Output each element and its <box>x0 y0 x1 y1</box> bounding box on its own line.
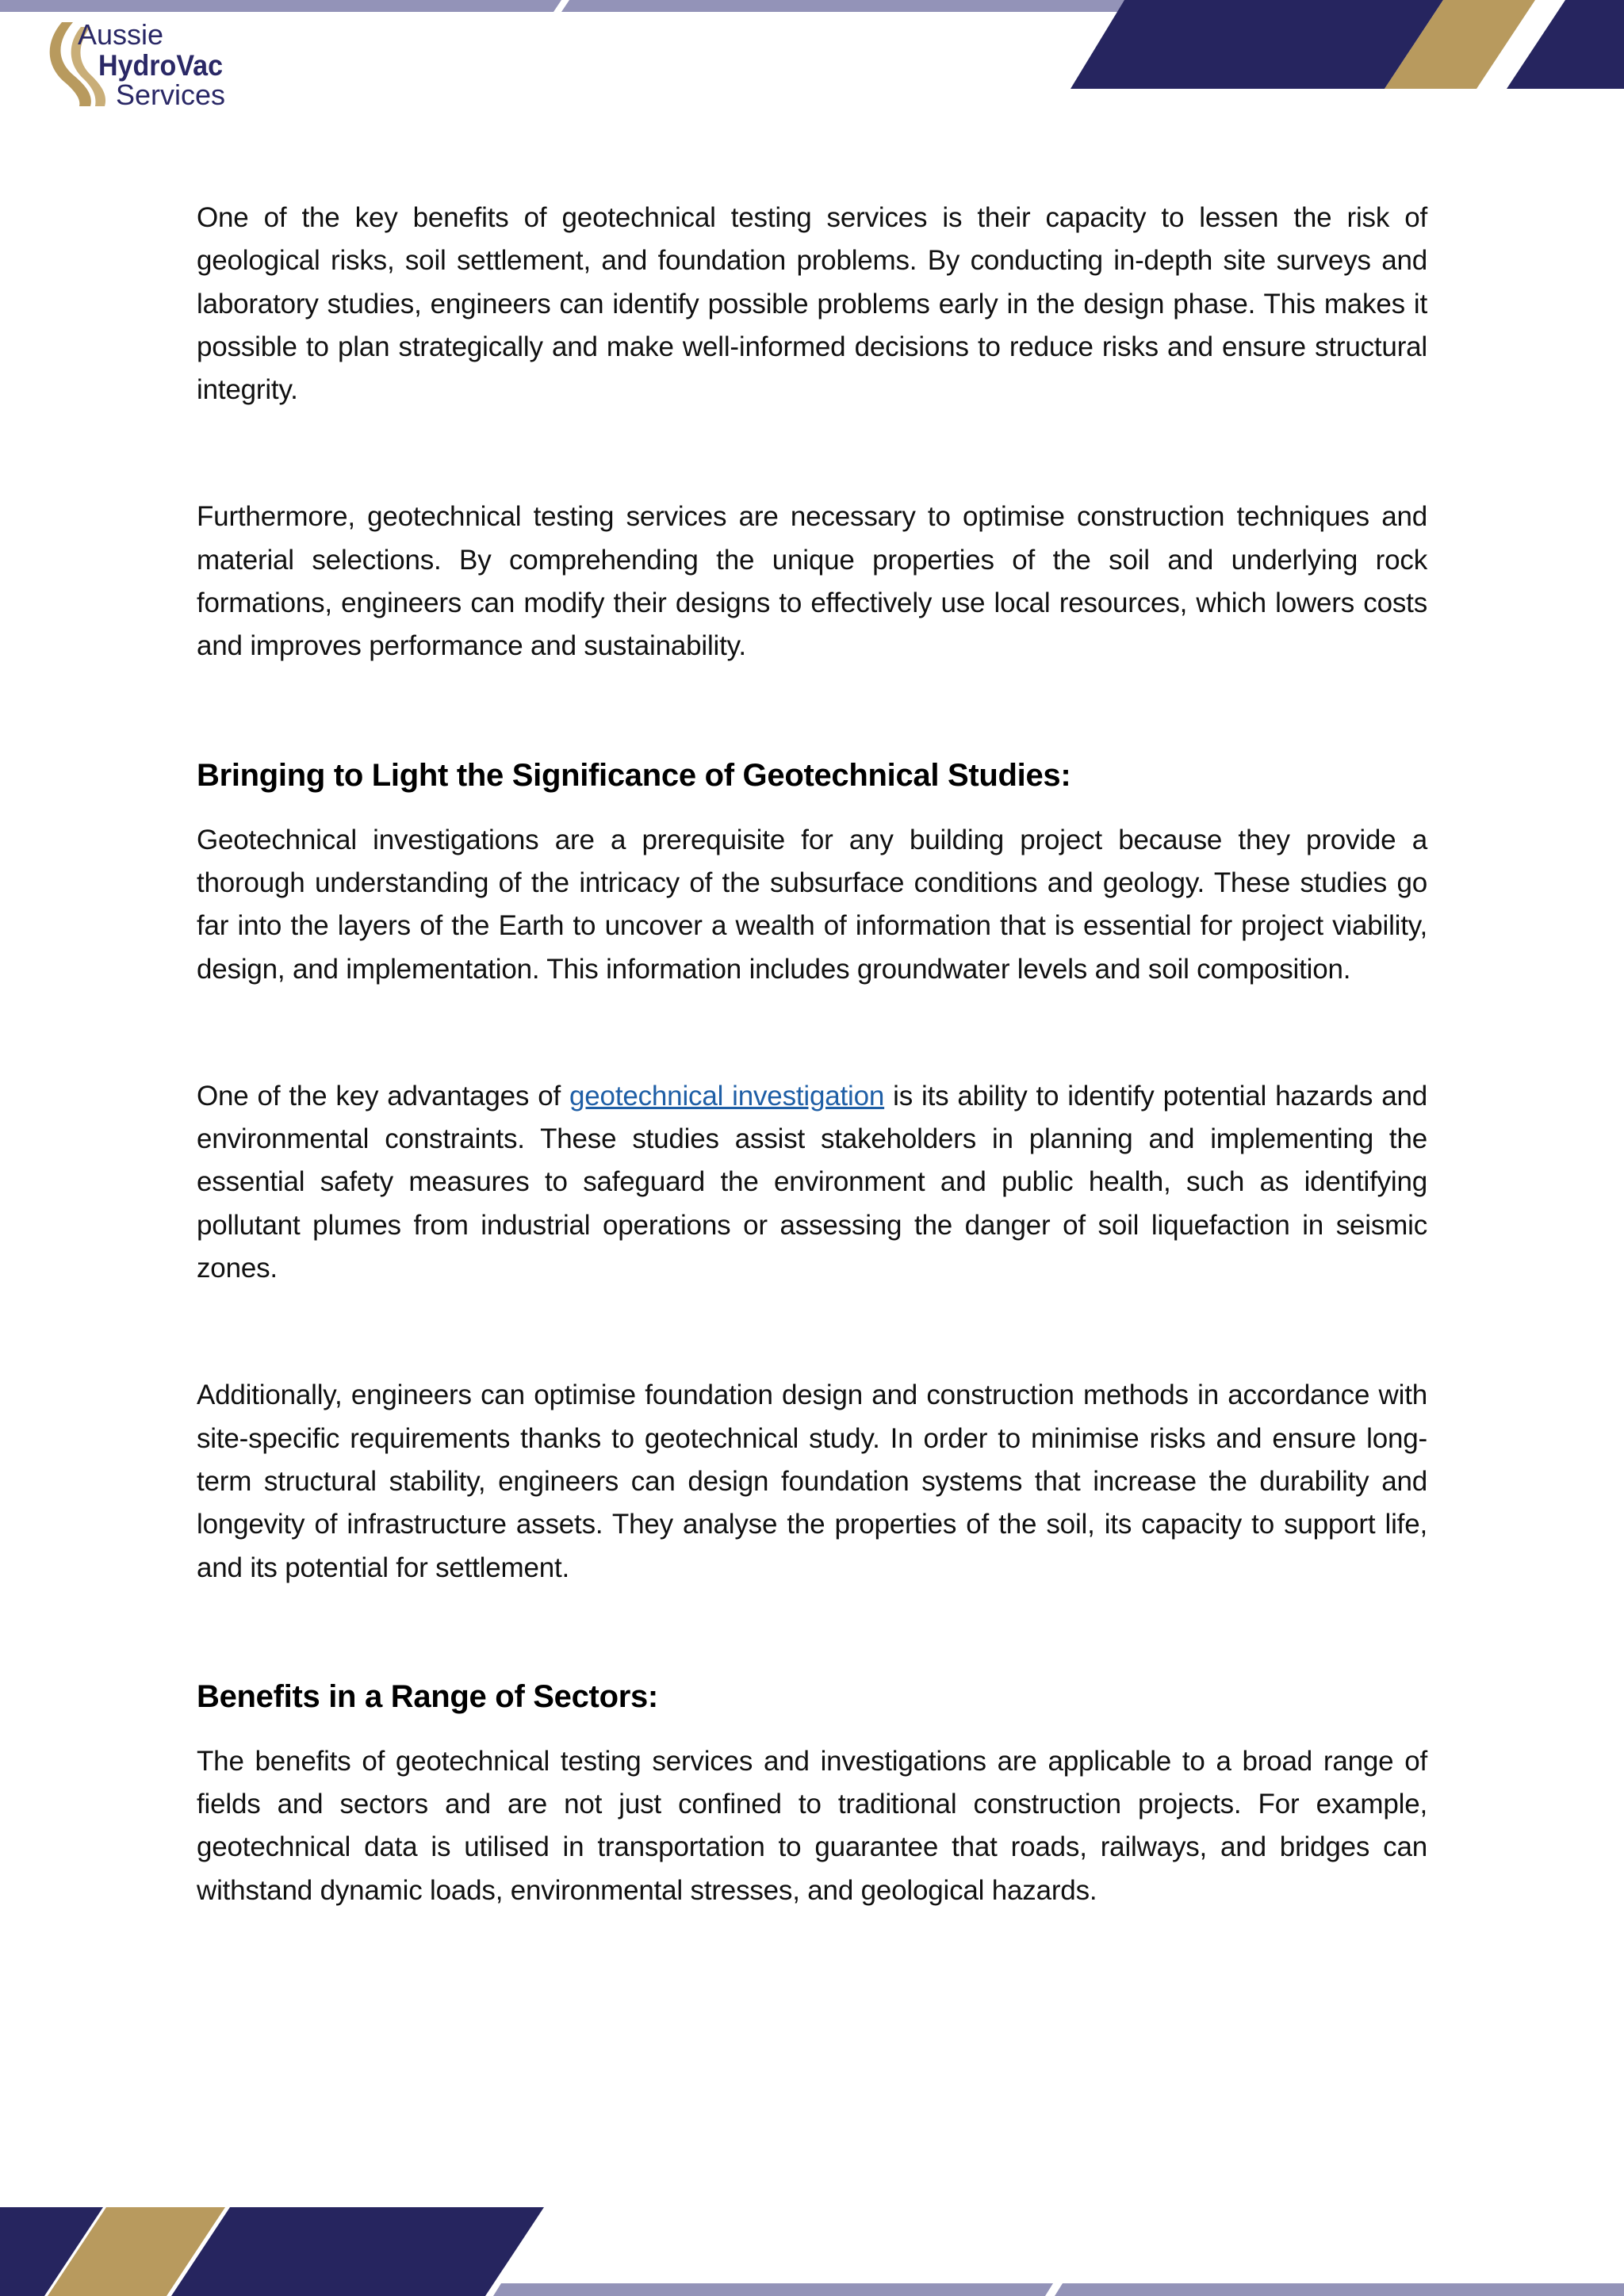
logo-text-line2: HydroVac <box>98 49 224 82</box>
header-stripe-right <box>561 0 1126 12</box>
paragraph-text-after-link: is its ability to identify potential hazards and environmental constraints. These studies assist stakeholders in planning and implementing the essential safety measures to safeguard the environment and public health, such as identifying pollutant plumes from industrial operations or assessing the danger of soil liquefaction in seismic zones. <box>197 1080 1428 1284</box>
article-body <box>197 197 1427 1912</box>
logo-text-line1: Aussie <box>78 18 164 51</box>
paragraph-optimise-construction: Furthermore, geotechnical testing services are necessary to optimise construction techniques and material selections. By comprehending the unique properties of the soil and underlying rock formations, engineers can modify their designs to effectively use local resources, which lowers costs and improves performance and sustainability. <box>197 501 1427 662</box>
footer-stripe-right <box>1055 2283 1624 2296</box>
header-navy-block <box>1071 0 1443 89</box>
header-decoration <box>0 0 1624 95</box>
header-stripe-left <box>0 0 561 12</box>
heading-benefits-sectors: Benefits in a Range of Sectors: <box>197 1678 658 1714</box>
footer-decoration <box>0 2201 1624 2296</box>
footer-navy-block <box>171 2207 544 2296</box>
logo-text-line3: Services <box>116 78 226 111</box>
paragraph-key-advantages <box>197 1075 1427 1290</box>
paragraph-broad-range: The benefits of geotechnical testing services and investigations are applicable to a broad range of fields and sectors and are not just confined to traditional construction projects. For example, geotechnical data is utilised in transportation to guarantee that roads, railways, and bridges can withstand dynamic loads, environmental stresses, and geological hazards. <box>197 1745 1427 1906</box>
paragraph-risk-reduction: One of the key benefits of geotechnical testing services is their capacity to lessen the risk of geological risks, soil settlement, and foundation problems. By conducting in-depth site surveys and laboratory studies, engineers can identify possible problems early in the design phase. This makes it possible to plan strategically and make well-informed decisions to reduce risks and ensure structural integrity. <box>197 202 1427 406</box>
paragraph-foundation-design: Additionally, engineers can optimise foundation design and construction methods in accordance with site-specific requirements thanks to geotechnical study. In order to minimise risks and ensure long-term structural stability, engineers can design foundation systems that increase the durability and longevity of infrastructure assets. They analyse the properties of the soil, its capacity to support life, and its potential for settlement. <box>197 1380 1427 1583</box>
company-logo <box>38 18 236 111</box>
geotechnical-investigation-link[interactable]: geotechnical investigation <box>569 1080 885 1112</box>
heading-significance: Bringing to Light the Significance of Geotechnical Studies: <box>197 757 1071 793</box>
paragraph-text-before-link: One of the key advantages of <box>197 1080 570 1112</box>
paragraph-investigations-prerequisite: Geotechnical investigations are a prerequisite for any building project because they provide a thorough understanding of the intricacy of the subsurface conditions and geology. These studies go far into the layers of the Earth to uncover a wealth of information that is essential for project viability, design, and implementation. This information includes groundwater levels and soil composition. <box>197 824 1427 985</box>
footer-stripe-left <box>493 2283 1053 2296</box>
